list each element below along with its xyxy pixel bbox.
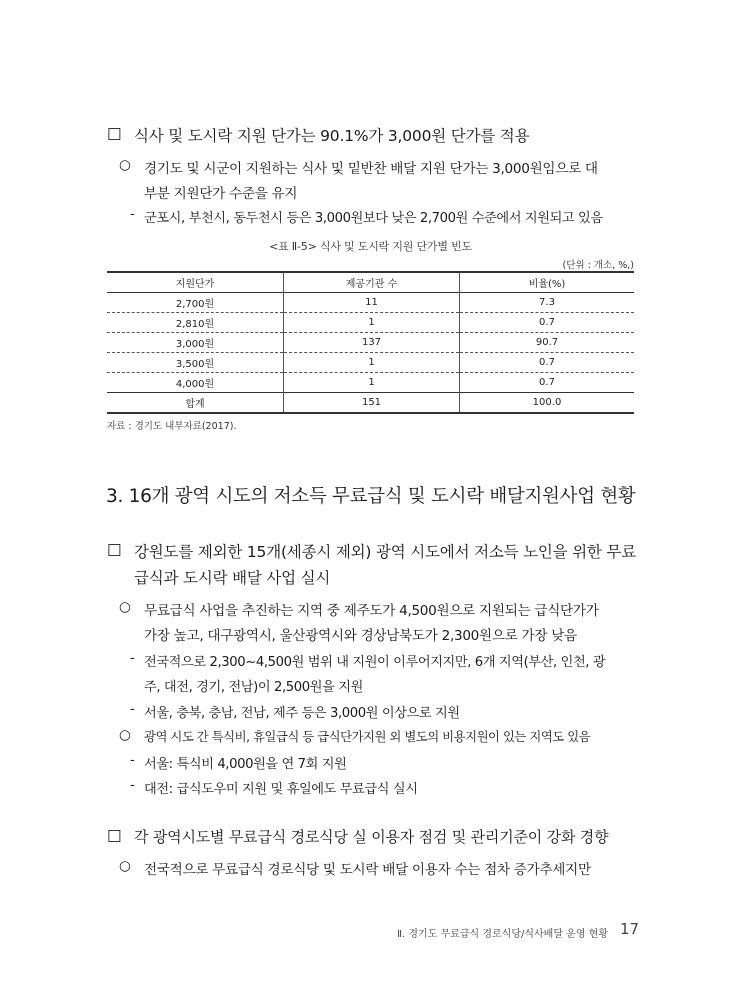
table-source: 자료 : 경기도 내부자료(2017). xyxy=(107,421,237,432)
paragraph-text: 주, 대전, 경기, 전남)이 2,500원을 지원 xyxy=(144,680,363,695)
bullet-square: □ xyxy=(107,540,122,558)
table-total-row xyxy=(107,393,634,414)
paragraph-text: 각 광역시도별 무료급식 경로식당 실 이용자 점검 및 관리기준이 강화 경향 xyxy=(134,828,609,846)
paragraph-text: 서울, 충북, 충남, 전남, 제주 등은 3,000원 이상으로 지원 xyxy=(144,706,460,721)
table-cell: 1 xyxy=(284,373,460,393)
paragraph-text: 무료급식 사업을 추진하는 지역 중 제주도가 4,500원으로 지원되는 급식단가가 xyxy=(144,603,599,619)
table-row xyxy=(107,313,634,333)
paragraph-text: 서울: 특식비 4,000원을 연 7회 지원 xyxy=(144,757,347,772)
table-row xyxy=(107,353,634,373)
table-cell: 100.0 xyxy=(460,393,635,414)
column-header: 비율(%) xyxy=(460,272,635,293)
bullet-dash: - xyxy=(130,651,135,666)
table-cell: 2,810원 xyxy=(175,319,215,330)
table-cell: 합계 xyxy=(185,399,205,410)
bullet-dash: - xyxy=(130,778,135,793)
bullet-dash: - xyxy=(130,753,135,768)
bullet-circle: ○ xyxy=(119,599,131,615)
bullet-circle: ○ xyxy=(119,157,131,173)
paragraph-text: 군포시, 부천시, 동두천시 등은 3,000원보다 낮은 2,700원 수준에서 지원되고 있음 xyxy=(144,211,603,226)
table-cell: 2,700원 xyxy=(175,299,215,310)
table-cell: 7.3 xyxy=(460,293,635,313)
paragraph-text: 식사 및 도시락 지원 단가는 90.1%가 3,000원 단가를 적용 xyxy=(134,127,530,145)
column-header: 지원단가 xyxy=(107,272,284,293)
column-header: 제공기관 수 xyxy=(284,272,460,293)
paragraph-text: 강원도를 제외한 15개(세종시 제외) 광역 시도에서 저소득 노인을 위한 무료 xyxy=(134,543,636,561)
table-cell: 11 xyxy=(284,293,460,313)
table-cell: 0.7 xyxy=(460,373,635,393)
paragraph-text: 대전: 급식도우미 지원 및 휴일에도 무료급식 실시 xyxy=(144,782,418,797)
table-caption: <표 Ⅱ-5> 식사 및 도시락 지원 단가별 빈도 xyxy=(269,240,472,253)
running-title: Ⅱ. 경기도 무료급식 경로식당/식사배달 운영 현황 xyxy=(397,929,608,940)
paragraph-text: 부분 지원단가 수준을 유지 xyxy=(144,186,298,202)
paragraph-text: 광역 시도 간 특식비, 휴일급식 등 급식단가지원 외 별도의 비용지원이 있는 지역도 있음 xyxy=(144,729,591,744)
bullet-square: □ xyxy=(107,124,122,142)
table-header-row xyxy=(107,272,634,293)
table-cell: 151 xyxy=(284,393,460,414)
support-price-table xyxy=(107,271,634,414)
table-cell: 1 xyxy=(284,313,460,333)
page-number: 17 xyxy=(620,920,640,938)
table-cell: 3,500원 xyxy=(175,359,215,370)
paragraph-text: 전국적으로 무료급식 경로식당 및 도시락 배달 이용자 수는 점차 증가추세지만 xyxy=(144,862,591,878)
section-heading: 3. 16개 광역 시도의 저소득 무료급식 및 도시락 배달지원사업 현황 xyxy=(106,486,636,507)
table-row xyxy=(107,293,634,313)
table-cell: 0.7 xyxy=(460,353,635,373)
bullet-dash: - xyxy=(130,702,135,717)
table-cell: 4,000원 xyxy=(175,379,215,390)
table-cell: 3,000원 xyxy=(175,339,215,350)
table-cell: 0.7 xyxy=(460,313,635,333)
table-row xyxy=(107,373,634,393)
bullet-circle: ○ xyxy=(119,858,131,874)
table-cell: 1 xyxy=(284,353,460,373)
paragraph-text: 전국적으로 2,300~4,500원 범위 내 지원이 이루어지지만, 6개 지역(부산, 인천, 광 xyxy=(144,655,606,670)
table-unit: (단위 : 개소, %,) xyxy=(562,260,634,271)
table-cell: 137 xyxy=(284,333,460,353)
bullet-dash: - xyxy=(130,207,135,222)
paragraph-text: 경기도 및 시군이 지원하는 식사 및 밑반찬 배달 지원 단가는 3,000원임으로 대 xyxy=(144,161,598,177)
paragraph-text: 급식과 도시락 배달 사업 실시 xyxy=(134,569,331,587)
table-row xyxy=(107,333,634,353)
paragraph-text: 가장 높고, 대구광역시, 울산광역시와 경상남북도가 2,300원으로 가장 낮음 xyxy=(144,628,577,644)
bullet-circle: ○ xyxy=(119,727,131,743)
table-cell: 90.7 xyxy=(460,333,635,353)
bullet-square: □ xyxy=(107,826,122,844)
